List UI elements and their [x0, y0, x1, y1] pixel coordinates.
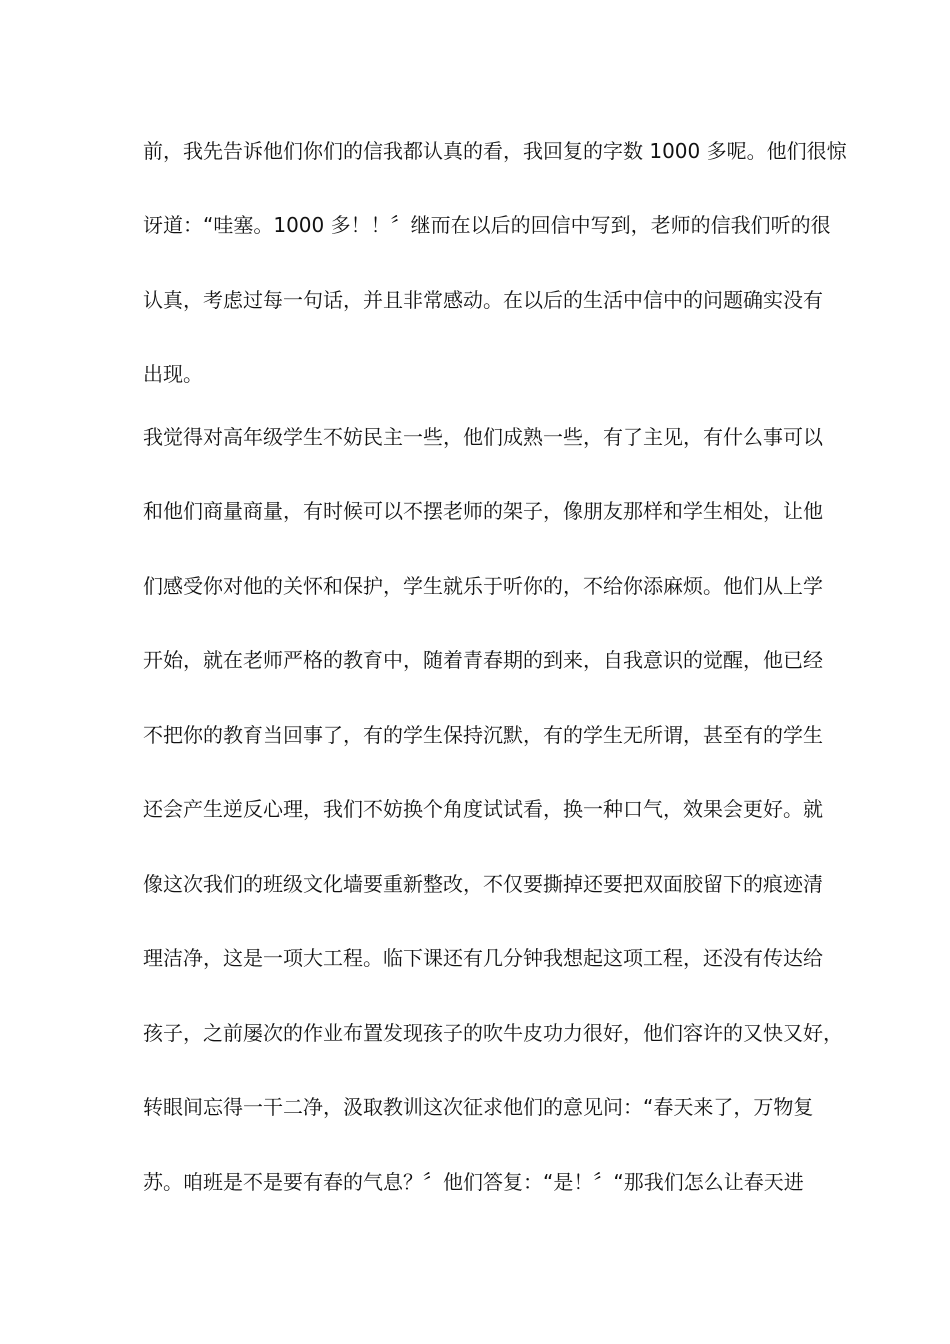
text-line: 苏。咱班是不是要有春的气息？〞他们答复：“是！〞“那我们怎么让春天进 [143, 1170, 804, 1194]
text-line: 认真，考虑过每一句话，并且非常感动。在以后的生活中信中的问题确实没有 [143, 288, 823, 312]
text-line: 和他们商量商量，有时候可以不摆老师的架子，像朋友那样和学生相处，让他 [143, 499, 823, 523]
text-line: 们感受你对他的关怀和保护，学生就乐于听你的，不给你添麻烦。他们从上学 [143, 574, 823, 598]
text-line: 孩子，之前屡次的作业布置发现孩子的吹牛皮功力很好，他们容许的又快又好， [143, 1021, 843, 1045]
text-line: 转眼间忘得一干二净，汲取教训这次征求他们的意见问：“春天来了，万物复 [143, 1095, 814, 1119]
text-line: 讶道：“哇塞。1000 多！！〞继而在以后的回信中写到，老师的信我们听的很 [143, 213, 831, 237]
text-line: 前，我先告诉他们你们的信我都认真的看，我回复的字数 1000 多呢。他们很惊 [143, 139, 847, 163]
text-line: 不把你的教育当回事了，有的学生保持沉默，有的学生无所谓，甚至有的学生 [143, 723, 823, 747]
text-line: 我觉得对高年级学生不妨民主一些，他们成熟一些，有了主见，有什么事可以 [143, 425, 823, 449]
text-line: 理洁净，这是一项大工程。临下课还有几分钟我想起这项工程，还没有传达给 [143, 946, 823, 970]
text-line: 出现。 [143, 362, 203, 386]
text-line: 还会产生逆反心理，我们不妨换个角度试试看，换一种口气，效果会更好。就 [143, 797, 823, 821]
text-line: 开始，就在老师严格的教育中，随着青春期的到来，自我意识的觉醒，他已经 [143, 648, 823, 672]
text-line: 像这次我们的班级文化墙要重新整改，不仅要撕掉还要把双面胶留下的痕迹清 [143, 872, 823, 896]
